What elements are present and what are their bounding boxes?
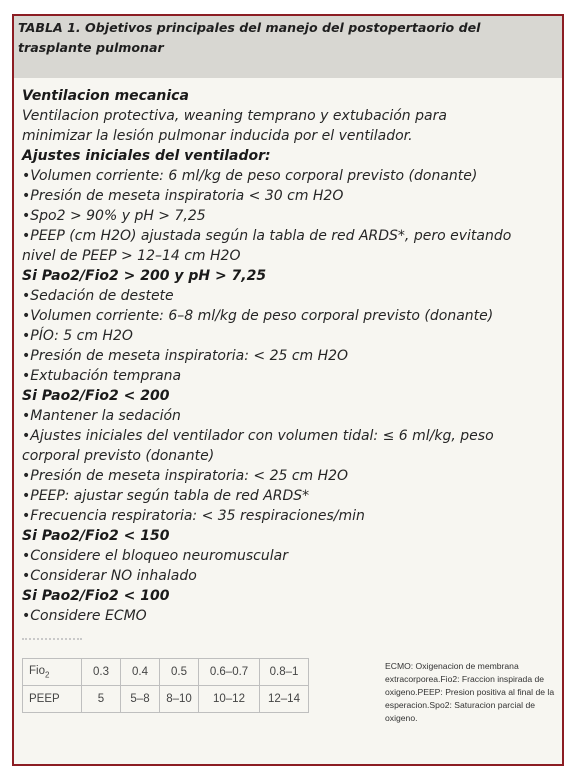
fio2-cell: 0.5 xyxy=(160,659,199,686)
list-item: • PÍO: 5 cm H2O xyxy=(22,326,562,346)
section-heading: Ajustes iniciales del ventilador: xyxy=(22,148,271,164)
table-row xyxy=(23,659,309,686)
peep-cell: 5–8 xyxy=(121,686,160,713)
list-item: • Presión de meseta inspiratoria < 30 cm H2O xyxy=(22,186,562,206)
fio2-cell: 0.3 xyxy=(82,659,121,686)
list-item: • Sedación de destete xyxy=(22,286,562,306)
list-item: • Considere el bloqueo neuromuscular xyxy=(22,546,562,566)
peep-cell: 8–10 xyxy=(160,686,199,713)
peep-header: PEEP xyxy=(23,686,82,713)
text-line: minimizar la lesión pulmonar inducida por el ventilador. xyxy=(22,128,413,144)
section-heading: Si Pao2/Fio2 < 150 xyxy=(22,528,170,544)
section-heading: Si Pao2/Fio2 < 100 xyxy=(22,588,170,604)
list-item: • Volumen corriente: 6–8 ml/kg de peso corporal previsto (donante) xyxy=(22,306,562,326)
section-heading: Si Pao2/Fio2 > 200 y pH > 7,25 xyxy=(22,268,267,284)
content-body xyxy=(22,86,562,626)
list-item: • PEEP: ajustar según tabla de red ARDS* xyxy=(22,486,562,506)
peep-cell: 10–12 xyxy=(199,686,260,713)
list-item: • Extubación temprana xyxy=(22,366,562,386)
divider xyxy=(22,638,82,646)
list-item: • Spo2 > 90% y pH > 7,25 xyxy=(22,206,562,226)
fio2-cell: 0.4 xyxy=(121,659,160,686)
peep-table xyxy=(22,658,309,713)
table-title: TABLA 1. Objetivos principales del manejo del postopertaorio del trasplante pulmonar xyxy=(18,20,481,55)
section-heading: Si Pao2/Fio2 < 200 xyxy=(22,388,170,404)
list-item: • Mantener la sedación xyxy=(22,406,562,426)
peep-cell: 12–14 xyxy=(260,686,309,713)
footnote: ECMO: Oxigenacion de membrana extracorporea.Fio2: Fraccion inspirada de oxigeno.PEEP: Presion positiva al final de la esperacion.Spo2: Saturacion parcial de oxigeno. xyxy=(385,661,555,723)
fio2-cell: 0.6–0.7 xyxy=(199,659,260,686)
list-item: • PEEP (cm H2O) ajustada según la tabla de red ARDS*, pero evitando xyxy=(22,226,562,246)
list-item: • Volumen corriente: 6 ml/kg de peso corporal previsto (donante) xyxy=(22,166,562,186)
list-item: • Presión de meseta inspiratoria: < 25 cm H2O xyxy=(22,346,562,366)
section-heading: Ventilacion mecanica xyxy=(22,88,189,104)
table-row xyxy=(23,686,309,713)
list-item: • Ajustes iniciales del ventilador con volumen tidal: ≤ 6 ml/kg, peso xyxy=(22,426,562,446)
text-line: corporal previsto (donante) xyxy=(22,448,215,464)
fio2-header: Fio$_2$ xyxy=(23,659,82,686)
text-line: Ventilacion protectiva, weaning temprano y extubación para xyxy=(22,108,447,124)
list-item: • Considerar NO inhalado xyxy=(22,566,562,586)
list-item: • Presión de meseta inspiratoria: < 25 cm H2O xyxy=(22,466,562,486)
list-item: • Frecuencia respiratoria: < 35 respiraciones/min xyxy=(22,506,562,526)
list-item: • Considere ECMO xyxy=(22,606,562,626)
peep-cell: 5 xyxy=(82,686,121,713)
text-line: nivel de PEEP > 12–14 cm H2O xyxy=(22,248,241,264)
fio2-cell: 0.8–1 xyxy=(260,659,309,686)
